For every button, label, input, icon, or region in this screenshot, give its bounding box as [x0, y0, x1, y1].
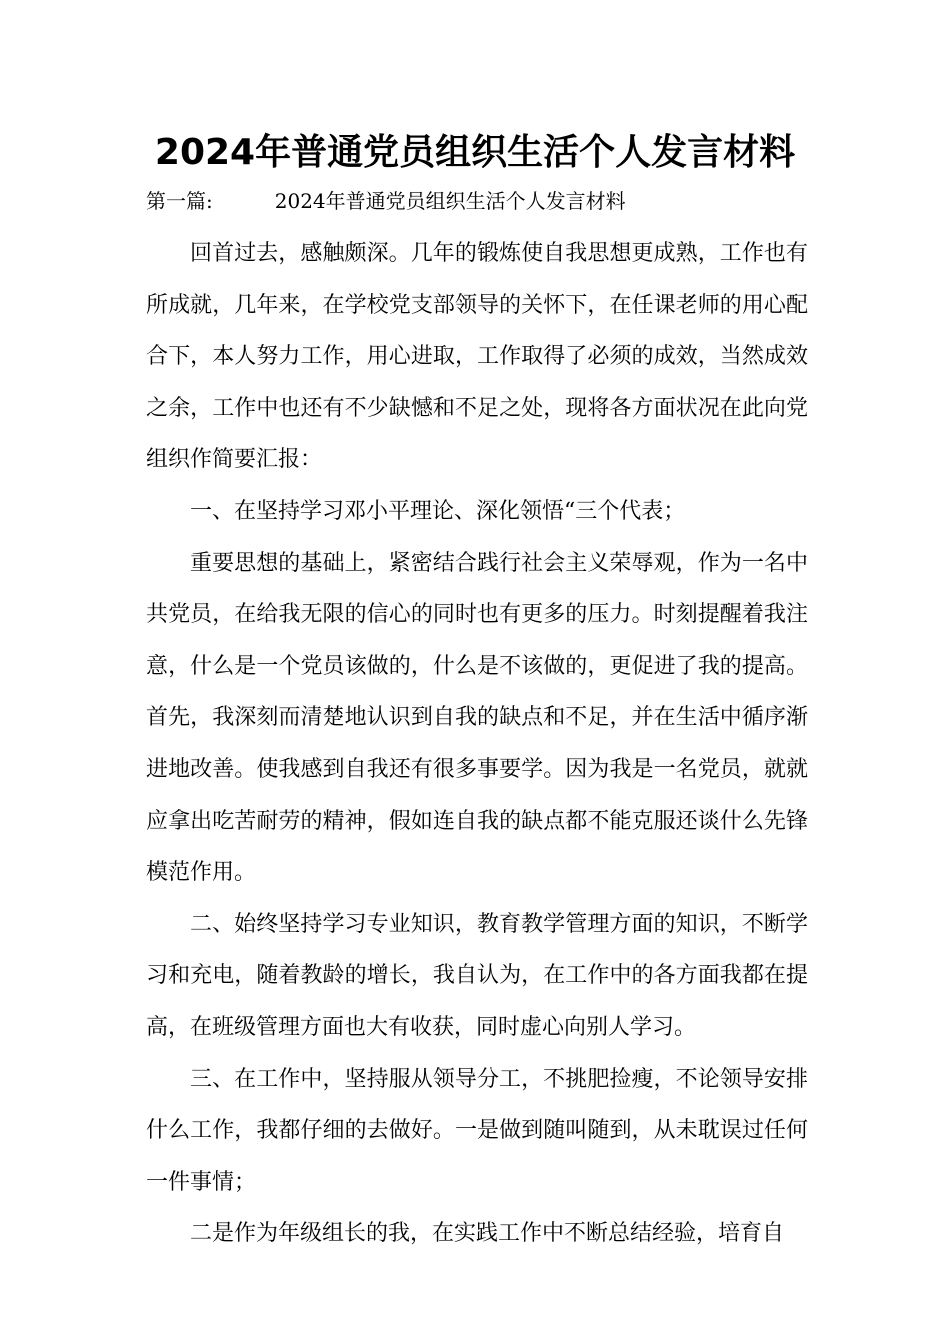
paragraph-section-three-cont: 二是作为年级组长的我，在实践工作中不断总结经验，培育自	[190, 1221, 785, 1247]
document-body	[146, 228, 808, 1260]
document-subtitle	[146, 186, 626, 216]
paragraph-section-one-body: 重要思想的基础上，紧密结合践行社会主义荣辱观，作为一名中共党员，在给我无限的信心的同时也有更多的压力。时刻提醒着我注意，什么是一个党员该做的，什么是不该做的，更促进了我的提高。首先，我深刻而清楚地认识到自我的缺点和不足，并在生活中循序渐进地改善。使我感到自我还有很多事要学。因为我是一名党员，就就应拿出吃苦耐劳的精神，假如连自我的缺点都不能克服还谈什么先锋模范作用。	[146, 550, 808, 886]
subtitle-label: 第一篇:	[146, 189, 213, 213]
paragraph-intro: 回首过去，感触颇深。几年的锻炼使自我思想更成熟，工作也有所成就，几年来，在学校党支部领导的关怀下，在任课老师的用心配合下，本人努力工作，用心进取，工作取得了必须的成效，当然成效之余，工作中也还有不少缺憾和不足之处，现将各方面状况在此向党组织作简要汇报：	[146, 241, 808, 473]
subtitle-text: 2024年普通党员组织生活个人发言材料	[274, 189, 626, 213]
document-title: 2024年普通党员组织生活个人发言材料	[154, 132, 796, 173]
paragraph-section-three: 三、在工作中，坚持服从领导分工，不挑肥捡瘦，不论领导安排什么工作，我都仔细的去做好。一是做到随叫随到，从未耽误过任何一件事情；	[146, 1066, 808, 1195]
paragraph-section-two: 二、始终坚持学习专业知识，教育教学管理方面的知识，不断学习和充电，随着教龄的增长，我自认为，在工作中的各方面我都在提高，在班级管理方面也大有收获，同时虚心向别人学习。	[146, 911, 808, 1040]
paragraph-section-one-heading: 一、在坚持学习邓小平理论、深化领悟“三个代表；	[190, 498, 686, 524]
